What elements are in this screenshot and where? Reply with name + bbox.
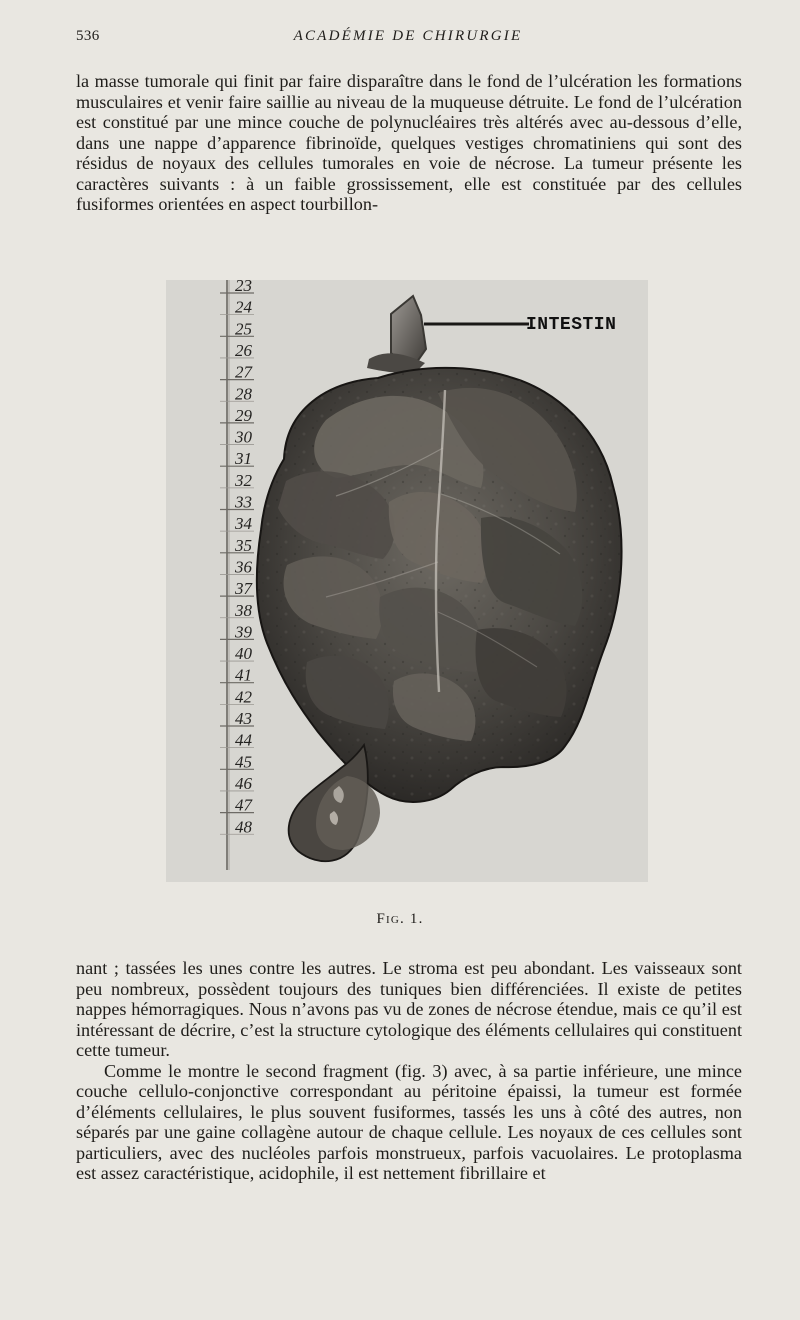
ruler-label: 44 (235, 730, 252, 750)
paragraph-top: la masse tumorale qui finit par faire disparaître dans le fond de l’ulcération les formations musculaires et venir faire saillie au niveau de la muqueuse détruite. Le fond de l’ulcération est constitué par une mince couche de polynucléaires très altérés avec au-dessous d’elle, dans une nappe d’apparence fibrinoïde, quelques vestiges chromatiniens qui sont des résidus de noyaux des cellules tumorales en voie de nécrose. La tumeur présente les caractères suivants : à un faible grossissement, elle est constituée par des cellules fusiformes orientées en aspect tourbillon- (76, 71, 742, 214)
figure-photograph (166, 280, 648, 882)
ruler-label: 39 (235, 622, 252, 642)
ruler-label: 48 (235, 817, 252, 837)
paragraph-bottom-2: Comme le montre le second fragment (fig. 3) avec, à sa partie inférieure, une mince couche cellulo-conjonctive correspondant au péritoine épaissi, la tumeur est formée d’éléments cellulaires, le plus souvent fusiformes, tassés les uns à côté des autres, non séparés par une gaine collagène autour de chaque cellule. Les noyaux de ces cellules sont particuliers, avec des nucléoles parfois monstrueux, parfois vacuolaires. Le protoplasma est assez caractéristique, acidophile, il est nettement fibrillaire et (76, 1060, 742, 1183)
ruler-label: 23 (235, 280, 252, 295)
ruler-label: 45 (235, 752, 252, 772)
ruler-label: 46 (235, 773, 252, 793)
ruler-label: 30 (235, 427, 252, 447)
ruler-label: 34 (235, 514, 252, 534)
page-number: 536 (76, 28, 100, 44)
ruler-label: 41 (235, 665, 252, 685)
ruler-label: 38 (235, 600, 252, 620)
figure-svg (166, 280, 648, 882)
ruler-label: 43 (235, 709, 252, 728)
ruler-label: 28 (235, 384, 252, 404)
ruler-label: 31 (235, 449, 252, 469)
intestin-label: INTESTIN (526, 315, 617, 335)
body-text-bottom (76, 958, 742, 1184)
paragraph-bottom-1: nant ; tassées les unes contre les autres. Le stroma est peu abondant. Les vaisseaux sont peu nombreux, possèdent toujours des tuniques bien différenciées. Il existe de petites nappes hémorragiques. Nous n’avons pas vu de zones de nécrose étendue, mais ce qu’il est intéressant de décrire, c’est la structure cytologique des éléments cellulaires qui constituent cette tumeur. (76, 958, 742, 1060)
ruler-label: 42 (235, 687, 252, 707)
figure-caption: Fig. 1. (376, 911, 424, 927)
ruler-label: 29 (235, 405, 252, 425)
body-text-top (76, 71, 742, 215)
running-title: ACADÉMIE DE CHIRURGIE (293, 28, 523, 44)
ruler-label: 40 (235, 644, 252, 664)
ruler-label: 25 (235, 319, 252, 339)
ruler-label: 36 (235, 557, 252, 577)
ruler-label: 47 (235, 795, 252, 815)
ruler-label: 32 (235, 470, 252, 490)
page-header (76, 28, 740, 50)
ruler-label: 24 (235, 297, 252, 317)
ruler-label: 37 (235, 579, 252, 599)
ruler-label: 26 (235, 340, 252, 360)
ruler-label: 33 (235, 492, 252, 512)
ruler-label: 27 (235, 362, 252, 382)
ruler-label: 35 (235, 535, 252, 555)
